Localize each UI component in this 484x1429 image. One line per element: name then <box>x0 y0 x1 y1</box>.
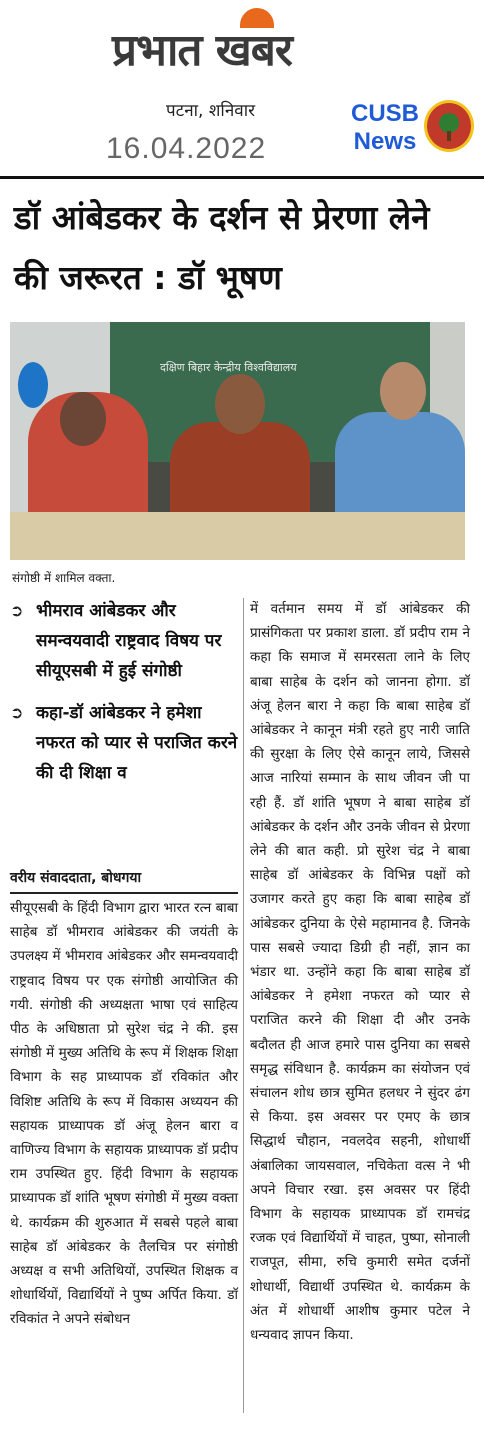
edition-place-day: पटना, शनिवार <box>166 101 256 121</box>
edition-date: 16.04.2022 <box>106 132 267 165</box>
column-divider <box>243 598 244 1413</box>
curved-arrow-icon: ➲ <box>10 601 24 620</box>
university-seal-icon <box>424 100 474 152</box>
highlight-item <box>10 596 238 686</box>
cusb-news-badge <box>350 100 420 156</box>
article-photo <box>10 322 465 560</box>
photo-board-text: दक्षिण बिहार केन्द्रीय विश्वविद्यालय <box>160 361 297 374</box>
highlight-text: भीमराव आंबेडकर और समन्वयवादी राष्ट्रवाद विषय पर सीयूएसबी में हुई संगोष्ठी <box>36 601 222 681</box>
highlight-text: कहा-डॉ आंबेडकर ने हमेशा नफरत को प्यार से पराजित करने की दी शिक्षा व <box>36 703 238 783</box>
article-headline: डॉ आंबेडकर के दर्शन से प्रेरणा लेने की जरूरत : डॉ भूषण <box>14 198 430 297</box>
photo-person-2-head <box>215 374 265 434</box>
curved-arrow-icon: ➲ <box>10 703 24 722</box>
highlights-list <box>10 596 238 800</box>
seal-tree-icon <box>439 113 459 133</box>
seal-trunk <box>447 131 451 141</box>
newspaper-logo: प्रभात खबर <box>112 25 292 76</box>
byline: वरीय संवाददाता, बोधगया <box>10 868 238 894</box>
body-column-right: में वर्तमान समय में डॉ आंबेडकर की प्रासंगिकता पर प्रकाश डाला. डॉ प्रदीप राम ने कहा कि समाज में समरसता लाने के लिए बाबा साहेब के दर्शन को जानना होगा. डॉ अंजू हेलन बारा ने कहा कि बाबा साहेब डॉ आंबेडकर ने कानून मंत्री रहते हुए नारी जाति की सुरक्षा के लिए ऐसे कानून लाये, जिससे आज नारियां सम्मान के साथ जीवन जी पा रही हैं. डॉ शांति भूषण ने बाबा साहेब डॉ आंबेडकर के दर्शन और उनके जीवन से प्रेरणा लेने की बात कही. प्रो सुरेश चंद्र ने बाबा साहेब डॉ आंबेडकर के विभिन्न पक्षों को उजागर करते हुए कहा कि बाबा साहेब डॉ आंबेडकर दुनिया के ऐसे महामानव है. जिनके पास सबसे ज्यादा डिग्री ही नहीं, ज्ञान का भंडार था. उन्होंने कहा कि बाबा साहेब डॉ आंबेडकर ने हमेशा नफरत को प्यार से पराजित करने की शिक्षा दी और उनके बदौलत ही आज हमारे पास दुनिया का सबसे समृद्ध संविधान है. कार्यक्रम का संयोजन एवं संचालन शोध छात्र सुमित हलधर ने सुंदर ढंग से किया. इस अवसर पर एमए के छात्र सिद्धार्थ चौहान, नवलदेव सहनी, शोधार्थी अंबालिका जायसवाल, नचिकेता वत्स ने भी अपने विचार रखा. इस अवसर पर हिंदी विभाग के सहायक प्राध्यापक डॉ रामचंद्र रजक एवं विद्यार्थियों में चाहत, पुष्पा, सोनाली राजपूत, सीमा, रुचि कुमारी समेत दर्जनों शोधार्थी, विद्यार्थी उपस्थित थे. कार्यक्रम के अंत में शोधार्थी आशीष कुमार पटेल ने धन्यवाद ज्ञापन किया. <box>250 601 470 1344</box>
headline-top-rule <box>0 176 484 179</box>
body-column-left: सीयूएसबी के हिंदी विभाग द्वारा भारत रत्न बाबा साहेब डॉ भीमराव आंबेडकर की जयंती के उपलक्ष्य में भीमराव आंबेडकर और समन्वयवादी राष्ट्रवाद विषय पर एक संगोष्ठी आयोजित की गयी. संगोष्ठी की अध्यक्षता भाषा एवं साहित्य पीठ के अधिष्ठाता प्रो सुरेश चंद्र ने की. इस संगोष्ठी में मुख्य अतिथि के रूप में शिक्षक शिक्षा विभाग के सह प्राध्यापक डॉ रविकांत और विशिष्ट अतिथि के रूप में विकास अध्ययन की सहायक प्राध्यापक डॉ अंजू हेलन बारा व वाणिज्य विभाग के सहायक प्राध्यापक डॉ प्रदीप राम उपस्थित हुए. हिंदी विभाग के सहायक प्राध्यापक डॉ शांति भूषण संगोष्ठी में मुख्य वक्ता थे. कार्यक्रम की शुरुआत में सबसे पहले बाबा साहेब डॉ आंबेडकर के तैलचित्र पर संगोष्ठी अध्यक्ष व सभी अतिथियों, उपस्थित शिक्षक व शोधार्थियों, विद्यार्थियों ने पुष्प अर्पित किया. डॉ रविकांत ने अपने संबोधन <box>10 900 238 1328</box>
highlight-item <box>10 698 238 788</box>
photo-caption: संगोष्ठी में शामिल वक्ता. <box>12 571 116 585</box>
photo-person-3-head <box>380 362 426 420</box>
badge-line-2: News <box>353 128 417 155</box>
photo-person-1-head <box>60 392 106 446</box>
badge-line-1: CUSB <box>350 100 419 127</box>
photo-balloon <box>18 362 48 408</box>
photo-table <box>10 512 465 560</box>
